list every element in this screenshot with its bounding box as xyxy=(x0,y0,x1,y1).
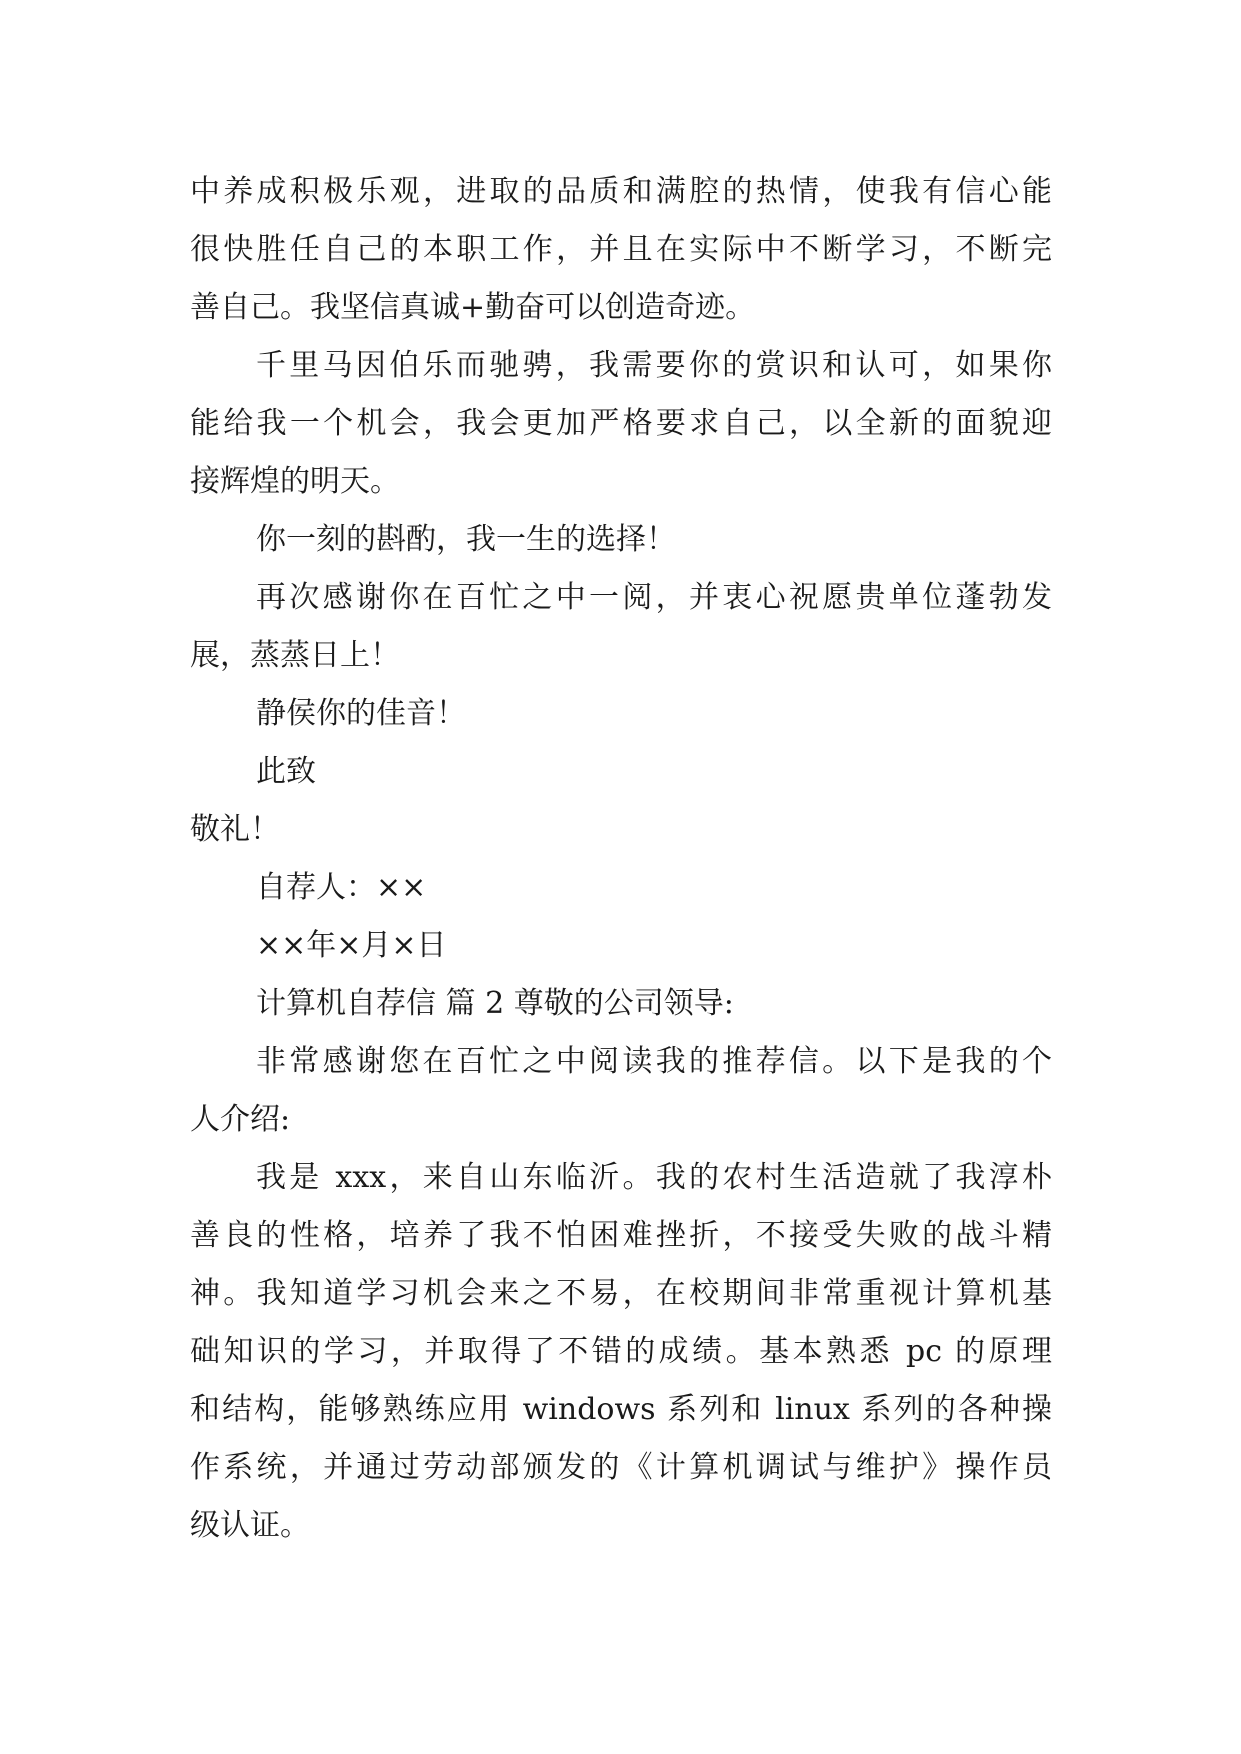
text-line: 善良的性格，培养了我不怕困难挫折，不接受失败的战斗精 xyxy=(190,1218,1052,1253)
closing-phrase: 此致 xyxy=(256,754,316,789)
text-line: 千里马因伯乐而驰骋，我需要你的赏识和认可，如果你 xyxy=(256,348,1052,383)
text-line: 级认证。 xyxy=(190,1508,310,1543)
text-line: 作系统，并通过劳动部颁发的《计算机调试与维护》操作员 xyxy=(190,1450,1052,1485)
signature-line: 自荐人：×× xyxy=(256,870,427,905)
text-line: 非常感谢您在百忙之中阅读我的推荐信。以下是我的个 xyxy=(256,1044,1052,1079)
text-line: 善自己。我坚信真诚+勤奋可以创造奇迹。 xyxy=(190,290,756,325)
text-line: 人介绍: xyxy=(190,1102,291,1137)
text-line: 和结构，能够熟练应用 windows 系列和 linux 系列的各种操 xyxy=(190,1392,1052,1427)
section-heading: 计算机自荐信 篇 2 尊敬的公司领导: xyxy=(256,986,734,1021)
letter-body xyxy=(190,163,1052,1555)
text-line: 能给我一个机会，我会更加严格要求自己，以全新的面貌迎 xyxy=(190,406,1052,441)
text-line: 中养成积极乐观，进取的品质和满腔的热情，使我有信心能 xyxy=(190,174,1052,209)
text-line: 你一刻的斟酌，我一生的选择！ xyxy=(256,522,676,557)
closing-salute: 敬礼！ xyxy=(190,812,280,847)
date-line: ××年×月×日 xyxy=(256,928,447,963)
text-line: 展，蒸蒸日上！ xyxy=(190,638,400,673)
text-line: 础知识的学习，并取得了不错的成绩。基本熟悉 pc 的原理 xyxy=(190,1334,1052,1369)
text-line: 很快胜任自己的本职工作，并且在实际中不断学习，不断完 xyxy=(190,232,1052,267)
text-line: 接辉煌的明天。 xyxy=(190,464,400,499)
text-line: 静侯你的佳音！ xyxy=(256,696,466,731)
text-line: 再次感谢你在百忙之中一阅，并衷心祝愿贵单位蓬勃发 xyxy=(256,580,1052,615)
text-line: 神。我知道学习机会来之不易，在校期间非常重视计算机基 xyxy=(190,1276,1052,1311)
text-line: 我是 xxx，来自山东临沂。我的农村生活造就了我淳朴 xyxy=(256,1160,1052,1195)
